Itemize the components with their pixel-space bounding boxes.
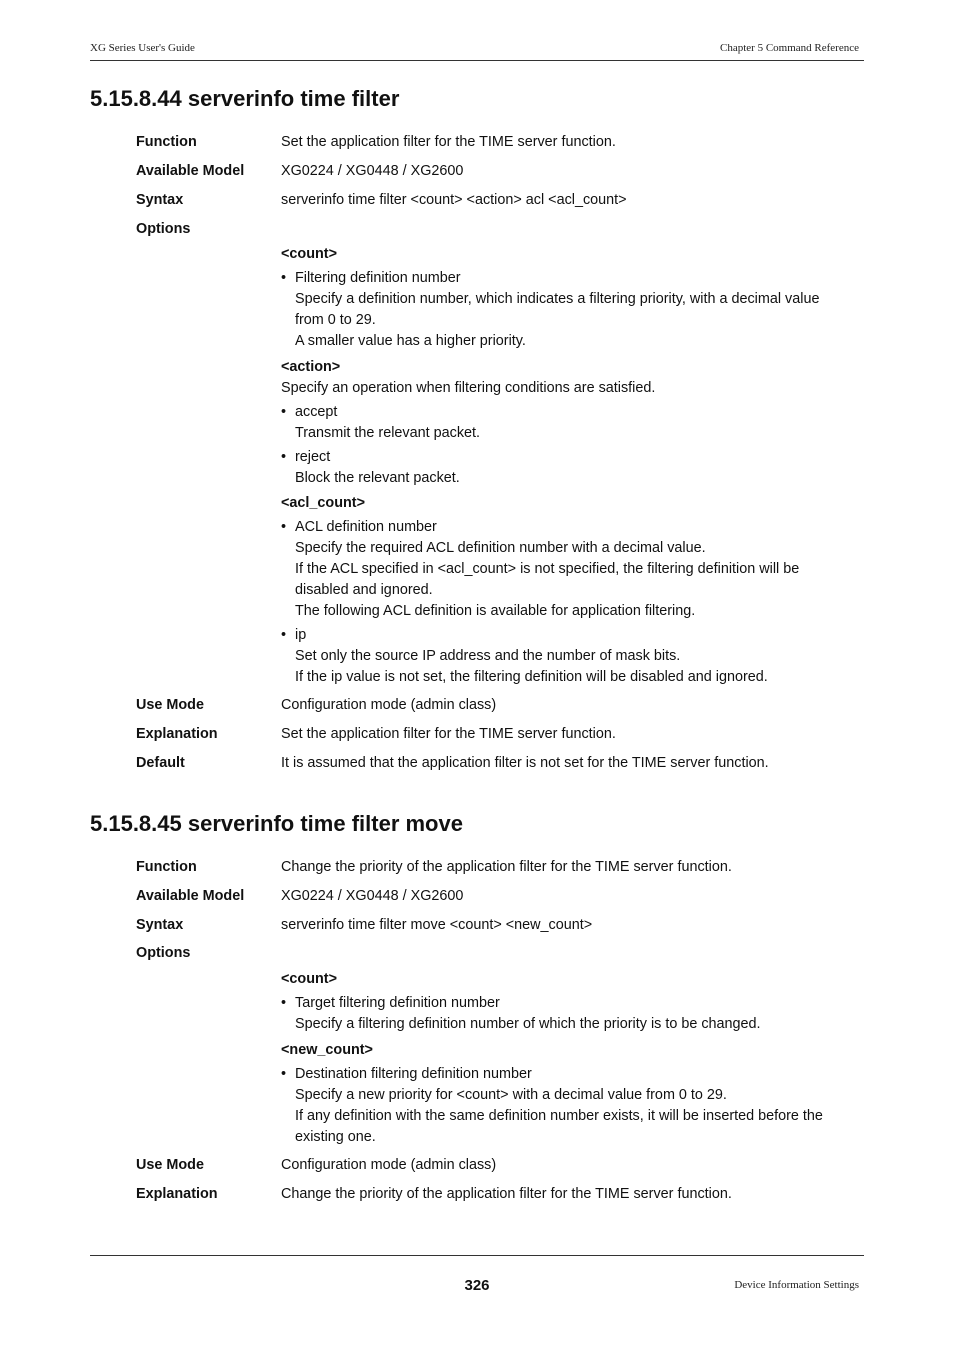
option-count [281, 244, 856, 352]
option-bullet [281, 447, 856, 489]
option-bullet [281, 625, 856, 688]
bullet-line: disabled and ignored. [295, 582, 433, 598]
explanation-label: Explanation [136, 726, 218, 742]
option-bullet [281, 993, 856, 1035]
bullet-title: Target filtering definition number [295, 995, 500, 1011]
explanation-label: Explanation [136, 1186, 218, 1202]
option-name: <action> [281, 359, 341, 375]
available-model-label: Available Model [136, 888, 245, 904]
bullet-title: ACL definition number [295, 519, 437, 535]
option-name: <acl_count> [281, 495, 365, 511]
bullet-glyph: • [281, 449, 287, 465]
options-label: Options [136, 221, 191, 237]
bullet-line: Specify a definition number, which indicates a filtering priority, with a decimal value [295, 291, 820, 307]
section-title: 5.15.8.44 serverinfo time filter [90, 86, 400, 111]
bullet-title: reject [295, 449, 331, 465]
use-mode-value: Configuration mode (admin class) [281, 1157, 497, 1173]
bullet-glyph: • [281, 270, 287, 286]
option-count [281, 969, 856, 1035]
available-model-value: XG0224 / XG0448 / XG2600 [281, 888, 464, 904]
bullet-title: ip [295, 627, 307, 643]
option-bullet [281, 268, 856, 352]
bullet-title: Destination filtering definition number [295, 1066, 532, 1082]
available-model-label: Available Model [136, 163, 245, 179]
syntax-value: serverinfo time filter <count> <action> acl <acl_count> [281, 192, 627, 208]
option-new-count [281, 1040, 856, 1148]
page-number: 326 [464, 1277, 490, 1294]
use-mode-value: Configuration mode (admin class) [281, 697, 497, 713]
bullet-glyph: • [281, 1066, 287, 1082]
use-mode-label: Use Mode [136, 1157, 204, 1173]
running-footer-right: Device Information Settings [734, 1279, 859, 1291]
bullet-line: Set only the source IP address and the number of mask bits. [295, 648, 681, 664]
function-label: Function [136, 859, 197, 875]
option-bullet [281, 402, 856, 444]
option-acl-count [281, 493, 856, 688]
bullet-line: existing one. [295, 1129, 376, 1145]
bullet-glyph: • [281, 995, 287, 1011]
use-mode-label: Use Mode [136, 697, 204, 713]
footer-rule [90, 1255, 864, 1256]
bullet-line: Transmit the relevant packet. [295, 425, 481, 441]
syntax-label: Syntax [136, 917, 184, 933]
section-title: 5.15.8.45 serverinfo time filter move [90, 811, 463, 836]
option-bullet [281, 517, 856, 622]
bullet-glyph: • [281, 627, 287, 643]
option-description: Specify an operation when filtering conditions are satisfied. [281, 380, 656, 396]
bullet-line: Specify a new priority for <count> with a decimal value from 0 to 29. [295, 1087, 727, 1103]
bullet-glyph: • [281, 404, 287, 420]
bullet-line: A smaller value has a higher priority. [295, 333, 526, 349]
syntax-value: serverinfo time filter move <count> <new_count> [281, 917, 593, 933]
available-model-value: XG0224 / XG0448 / XG2600 [281, 163, 464, 179]
bullet-line: Specify a filtering definition number of which the priority is to be changed. [295, 1016, 761, 1032]
option-bullet [281, 1064, 856, 1148]
options-label: Options [136, 945, 191, 961]
bullet-line: The following ACL definition is available for application filtering. [295, 603, 696, 619]
bullet-line: Block the relevant packet. [295, 470, 460, 486]
function-value: Set the application filter for the TIME server function. [281, 134, 616, 150]
bullet-line: If the ACL specified in <acl_count> is not specified, the filtering definition will be [295, 561, 800, 577]
bullet-title: Filtering definition number [295, 270, 461, 286]
bullet-line: Specify the required ACL definition number with a decimal value. [295, 540, 706, 556]
running-header-right: Chapter 5 Command Reference [720, 42, 859, 54]
option-name: <count> [281, 246, 337, 262]
running-header-left: XG Series User's Guide [90, 42, 195, 54]
header-rule [90, 60, 864, 61]
bullet-glyph: • [281, 519, 287, 535]
function-value: Change the priority of the application filter for the TIME server function. [281, 859, 732, 875]
bullet-line: If the ip value is not set, the filtering definition will be disabled and ignored. [295, 669, 768, 685]
default-value: It is assumed that the application filter is not set for the TIME server function. [281, 755, 769, 771]
syntax-label: Syntax [136, 192, 184, 208]
option-name: <count> [281, 971, 337, 987]
bullet-line: from 0 to 29. [295, 312, 376, 328]
bullet-title: accept [295, 404, 338, 420]
default-label: Default [136, 755, 185, 771]
option-action [281, 357, 856, 489]
option-name: <new_count> [281, 1042, 373, 1058]
function-label: Function [136, 134, 197, 150]
bullet-line: If any definition with the same definition number exists, it will be inserted before the [295, 1108, 823, 1124]
explanation-value: Change the priority of the application filter for the TIME server function. [281, 1186, 732, 1202]
explanation-value: Set the application filter for the TIME server function. [281, 726, 616, 742]
